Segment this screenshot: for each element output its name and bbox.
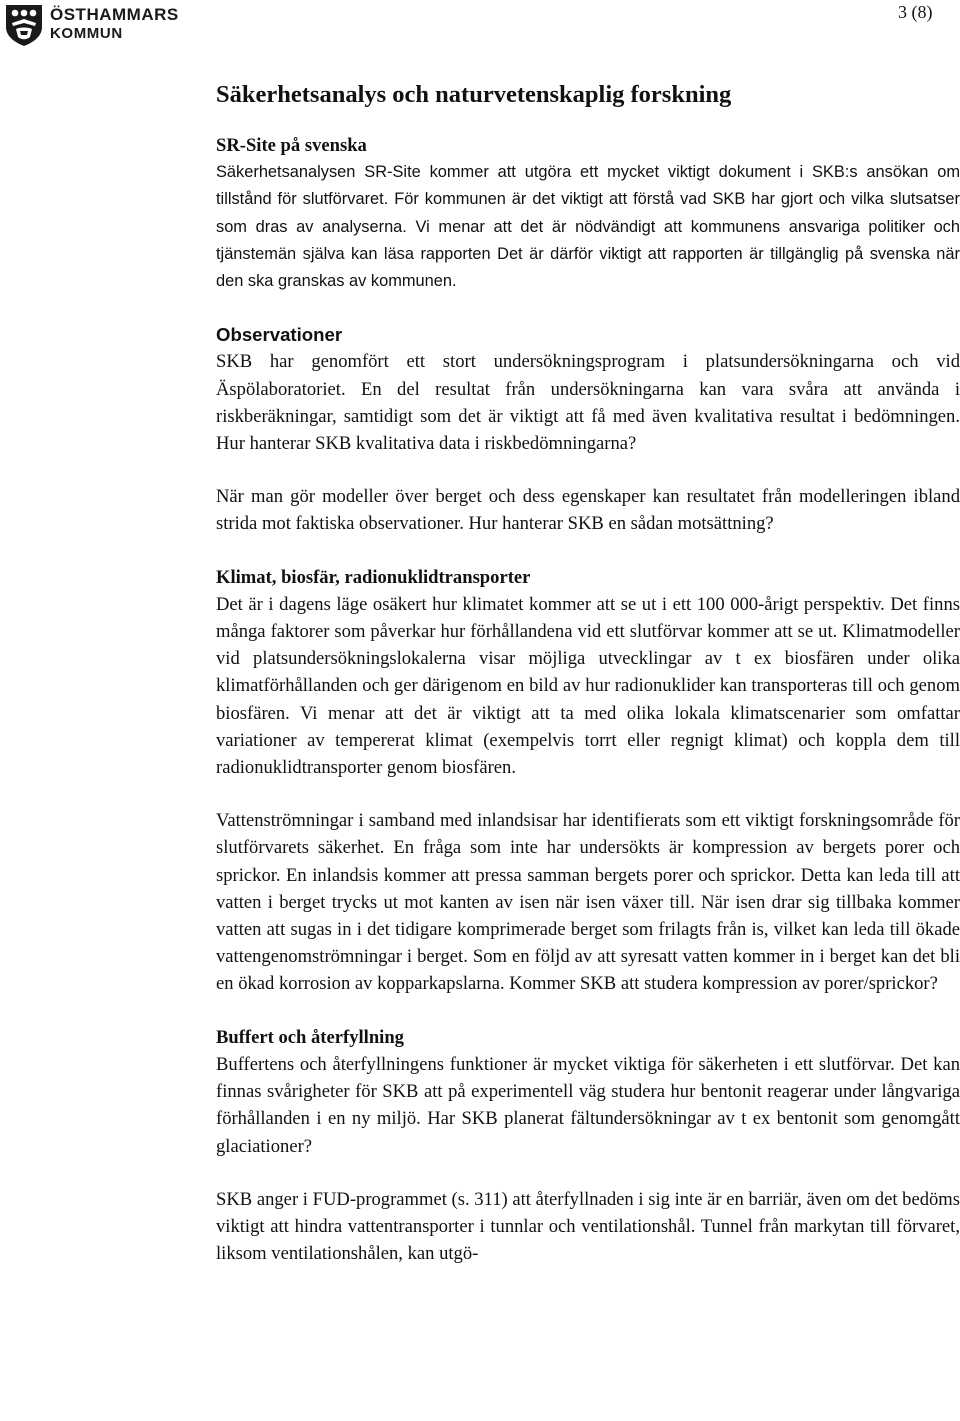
logo-line-2: KOMMUN <box>50 25 123 42</box>
paragraph: Säkerhetsanalysen SR-Site kommer att utgöra ett mycket viktigt dokument i SKB:s ansökan om tillstånd för slutförvaret. För kommunen är det viktigt att förstå vad SKB har gjort och vilka slutsatser som dras av analyserna. Vi menar att det är nödvändigt att kommunens ansvariga politiker och tjänstemän själva kan läsa rapporten Det är därför viktigt att rapporten är tillgänglig på svenska när den ska granskas av kommunen. <box>216 163 960 291</box>
paragraph: Vattenströmningar i samband med inlandsisar har identifierats som ett viktigt forskningsområde för slutförvarets säkerhet. En fråga som inte har undersökts är kompression av bergets porer och sprickor. En inlandsis kommer att pressa samman bergets porer och sprickor. Detta kan leda till att vatten i berget trycks ut mot kanten av isen när isen växer till. När isen drar sig tillbaka kommer vatten att sugas in i det tidigare komprimerade berget som frilagts från is, vilket kan leda till ökade vattengenomströmningar i berget. Som en följd av att syresatt vatten kommer in i berget kan det bli en ökad korrosion av kopparkapslarna. Kommer SKB att studera kompression av porer/sprickor? <box>216 810 960 995</box>
logo-line-1: ÖSTHAMMARS <box>50 5 179 24</box>
section-heading: Klimat, biosfär, radionuklidtransporter <box>216 566 531 588</box>
page-number: 3 (8) <box>898 2 933 22</box>
paragraph: När man gör modeller över berget och dess egenskaper kan resultatet från modelleringen ibland strida mot faktiska observationer. Hur hanterar SKB en sådan motsättning? <box>216 486 960 535</box>
coat-of-arms-icon <box>4 3 44 47</box>
paragraph: Det är i dagens läge osäkert hur klimatet kommer att se ut i ett 100 000-årigt perspektiv. Det finns många faktorer som påverkar hur förhållandena vid ett slutförvar kommer att se ut. Klimatmodeller vid platsundersökningslokalerna visar möjliga utvecklingar av t ex biosfären under olika klimatförhållanden och ger därigenom en bild av hur radionuklider kan transporteras till och genom biosfären. Vi menar att det är viktigt att ta med olika lokala klimatscenarier som omfattar variationer av tempererat klimat (exempelvis torrt eller regnigt klimat) och koppla dem till radionuklidtransporter genom biosfären. <box>216 593 960 779</box>
section-heading: SR-Site på svenska <box>216 135 367 156</box>
municipality-logo <box>4 3 179 47</box>
document-body <box>216 80 960 1267</box>
logo-wordmark <box>50 5 179 43</box>
paragraph: SKB har genomfört ett stort undersökningsprogram i platsundersökningarna och vid Äspölaboratoriet. En del resultat från undersökningarna kan vara svåra att använda i riskberäkningar, samtidigt som det är viktigt att få med även kvalitativa resultat i bedömningen. Hur hanterar SKB kvalitativa data i riskbedömningarna? <box>216 351 960 455</box>
paragraph: Buffertens och återfyllningens funktioner är mycket viktiga för säkerheten i ett slutförvar. Det kan finnas svårigheter för SKB att på experimentell väg studera hur bentonit reagerar under långvariga förhållanden i en ny miljö. Har SKB planerat fältundersökningar av t ex bentonit som genomgått glaciationer? <box>216 1053 960 1157</box>
section-heading: Observationer <box>216 324 343 346</box>
section-heading: Buffert och återfyllning <box>216 1026 404 1048</box>
document-title: Säkerhetsanalys och naturvetenskaplig forskning <box>216 81 732 108</box>
paragraph: SKB anger i FUD-programmet (s. 311) att återfyllnaden i sig inte är en barriär, även om det bedöms viktigt att hindra vattentransporter i tunnlar och ventilationshål. Tunnel från markytan till förvaret, liksom ventilationshålen, kan utgö- <box>216 1188 960 1265</box>
